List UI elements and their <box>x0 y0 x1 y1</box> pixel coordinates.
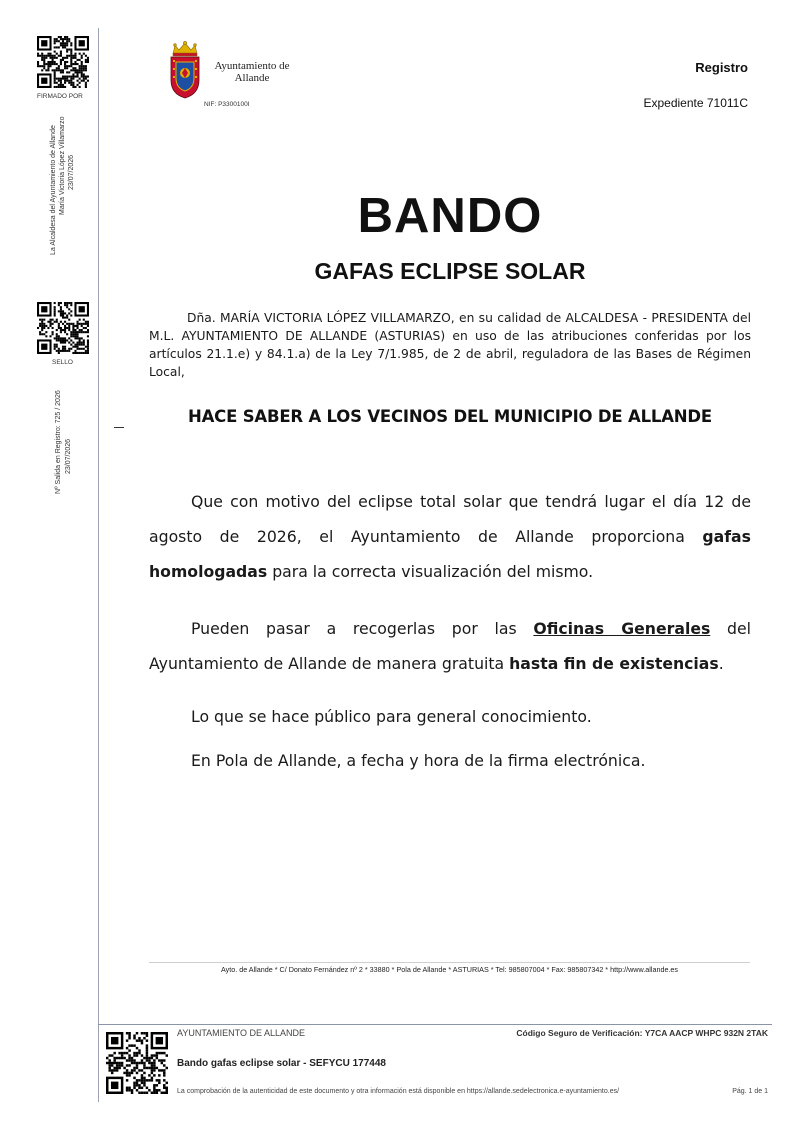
page-number: Pág. 1 de 1 <box>732 1088 768 1095</box>
verification-divider <box>98 1024 772 1025</box>
registro-date: 23/07/2026 <box>65 438 72 474</box>
footer-divider <box>149 962 750 963</box>
p1-text-a: Que con motivo del eclipse total solar que tendrá lugar el día 12 de agosto de 2026, el Ayuntamiento de Allande proporciona <box>149 492 751 546</box>
margin-divider <box>98 28 99 1102</box>
document-title: BANDO <box>357 189 543 243</box>
p2-text-b: del Ayuntamiento de Allande de manera gratuita <box>149 619 751 673</box>
paragraph-pickup <box>149 611 751 681</box>
p2-bold: hasta fin de existencias <box>509 654 719 673</box>
verification-csv: Código Seguro de Verificación: Y7CA AACP WHPC 932N 2TAK <box>516 1028 768 1038</box>
verification-doc-title: Bando gafas eclipse solar - SEFYCU 177448 <box>177 1058 386 1069</box>
nif: NIF: P3300100I <box>204 101 250 108</box>
paragraph-place-date: En Pola de Allande, a fecha y hora de la firma electrónica. <box>191 751 646 770</box>
p2-text-c: . <box>718 654 724 673</box>
paragraph-glasses <box>149 484 751 589</box>
verification-info: La comprobación de la autenticidad de este documento y otra información está disponible en https://allande.sedelectronica.e-ayuntamiento.es/ <box>177 1088 620 1095</box>
p2-underline: Oficinas Generales <box>533 619 711 638</box>
document-subtitle: GAFAS ECLIPSE SOLAR <box>314 258 586 284</box>
p1-bold: gafas homologadas <box>149 527 751 581</box>
verification-qr-code <box>106 1032 168 1094</box>
ayuntamiento-name-line1: Ayuntamiento de <box>214 60 290 72</box>
signer-line-1: La Alcaldesa del Ayuntamiento de Allande <box>50 125 57 255</box>
p2-text-a: Pueden pasar a recogerlas por las <box>191 619 534 638</box>
seal-qr-code <box>37 302 89 354</box>
intro-paragraph: Dña. MARÍA VICTORIA LÓPEZ VILLAMARZO, en su calidad de ALCALDESA - PRESIDENTA del M.L. AYUNTAMIENTO DE ALLANDE (ASTURIAS) en uso de las atribuciones conferidas por los artículos 21.1.e) y 84.1.a) de la Ley 7/1.985, de 2 de abril, reguladora de las Bases de Régimen Local, <box>149 311 751 379</box>
signature-qr-code <box>37 36 89 88</box>
p1-text-b: para la correcta visualización del mismo. <box>267 562 594 581</box>
paragraph-public: Lo que se hace público para general conocimiento. <box>191 707 592 726</box>
sello-label: SELLO <box>52 359 73 366</box>
registro-salida: Nº Salida en Registro: 725 / 2026 <box>55 390 62 494</box>
firmado-label: FIRMADO POR <box>37 93 83 100</box>
ayuntamiento-name <box>207 60 297 84</box>
signer-date: 23/07/2026 <box>68 154 75 190</box>
expediente-number: Expediente 71011C <box>643 96 748 110</box>
ayuntamiento-name-line2: Allande <box>234 72 270 84</box>
verification-org: AYUNTAMIENTO DE ALLANDE <box>177 1028 306 1038</box>
signer-line-2: María Victoria López Villamarzo <box>59 116 66 215</box>
footer-address: Ayto. de Allande * C/ Donato Fernández nº 2 * 33880 * Pola de Allande * ASTURIAS * Tel: 985807004 * Fax: 985807342 * http://www.allande.es <box>220 965 679 974</box>
hace-saber-heading: HACE SABER A LOS VECINOS DEL MUNICIPIO DE ALLANDE <box>187 407 712 426</box>
coat-of-arms-logo <box>165 40 205 100</box>
registro-label: Registro <box>695 60 748 75</box>
fold-mark <box>114 427 124 428</box>
